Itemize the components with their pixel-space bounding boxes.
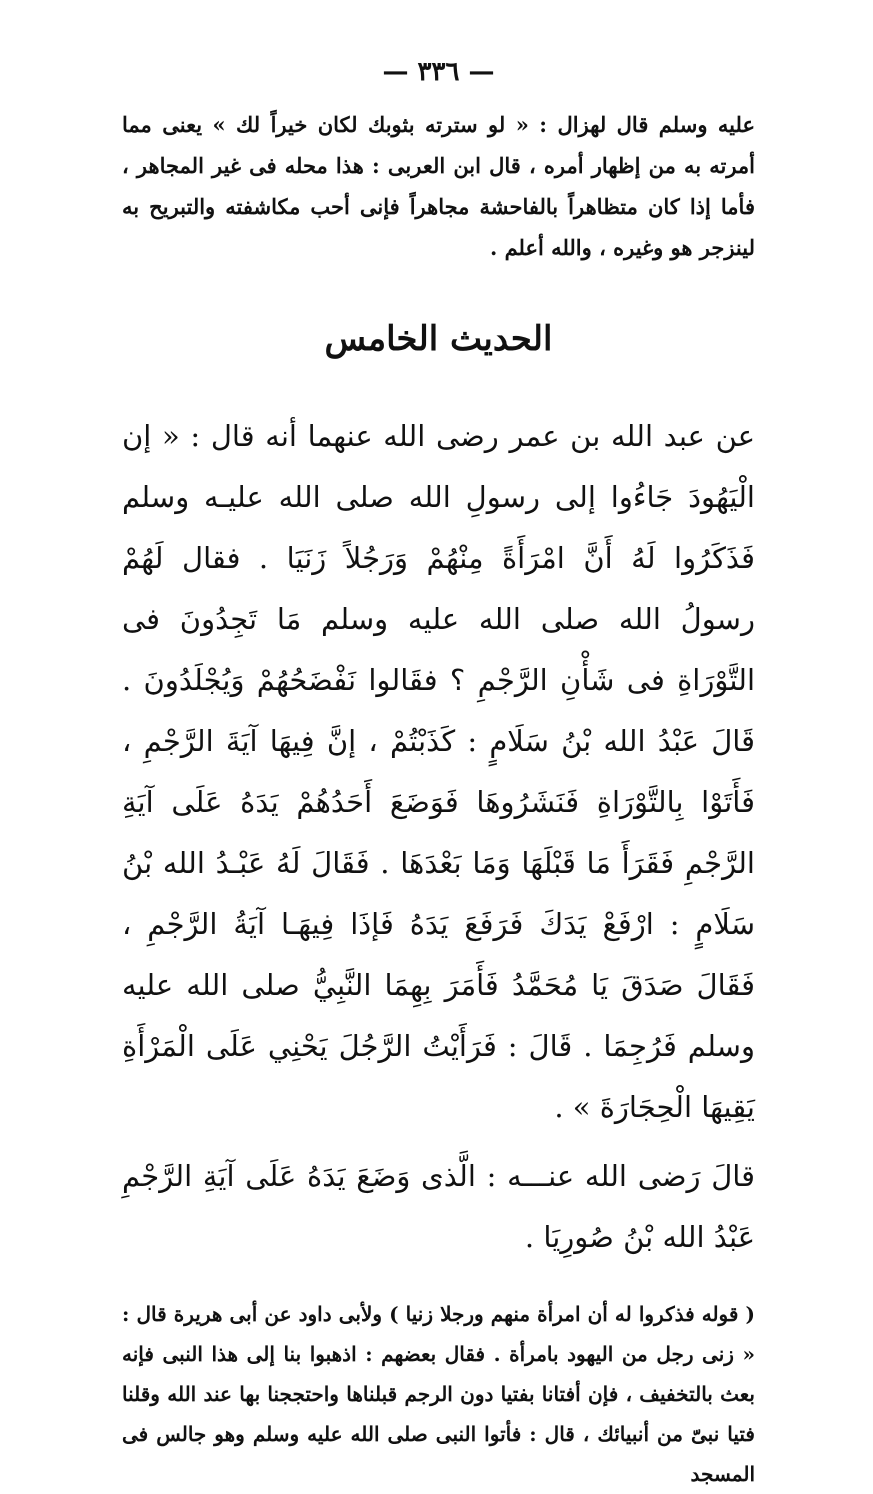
section-title: الحديث الخامس <box>324 319 553 359</box>
page-number: — ٣٣٦ — <box>382 57 495 87</box>
commentary-paragraph: قالَ رَضى الله عنـــه : الَّذى وَضَعَ يَدَهُ عَلَى آيَةِ الرَّجْمِ عَبْدُ الله بْنُ صُورِيَا . <box>122 1159 755 1254</box>
intro-paragraph: عليه وسلم قال لهزال : « لو سترته بثوبك لكان خيراً لك » يعنى مما أمرته به من إظهار أمره ، قال ابن العربى : هذا محله فى غير المجاهر ، فأما إذا كان متظاهراً بالفاحشة مجاهراً فإنى أحب مكاشفته والتبريح به لينزجر هو وغيره ، والله أعلم . <box>122 112 755 260</box>
hadith-paragraph: عن عبد الله بن عمر رضى الله عنهما أنه قال : « إن الْيَهُودَ جَاءُوا إلى رسولِ الله صلى الله عليـه وسلم فَذَكَرُوا لَهُ أَنَّ امْرَأَةً مِنْهُمْ وَرَجُلاً زَنَيَا . فقال لَهُمْ رسولُ الله صلى الله عليه وسلم مَا تَجِدُونَ فى التَّوْرَاةِ فى شَأْنِ الرَّجْمِ ؟ فقَالوا نَفْضَحُهُمْ وَيُجْلَدُونَ . قَالَ عَبْدُ الله بْنُ سَلَامٍ : كَذَبْتُمْ ، إنَّ فِيهَا آيَةَ الرَّجْمِ ، فَأَتَوْا بِالتَّوْرَاةِ فَنَشَرُوهَا فَوَضَعَ أَحَدُهُمْ يَدَهُ عَلَى آيَةِ الرَّجْمِ فَقَرَأَ مَا قَبْلَهَا وَمَا بَعْدَهَا . فَقَالَ لَهُ عَبْـدُ الله بْنُ سَلَامٍ : ارْفَعْ يَدَكَ فَرَفَعَ يَدَهُ فَإذَا فِيهَـا آيَةُ الرَّجْمِ ، فَقَالَ صَدَقَ يَا مُحَمَّدُ فَأَمَرَ بِهِمَا النَّبِيُّ صلى الله عليه وسلم فَرُجِمَا . قَالَ : فَرَأَيْتُ الرَّجُلَ يَحْنِي عَلَى الْمَرْأَةِ يَقِيهَا الْحِجَارَةَ » . <box>122 419 755 1124</box>
footnote-paragraph: ( قوله فذكروا له أن امرأة منهم ورجلا زنيا ) ولأبى داود عن أبى هريرة قال : « زنى رجل من اليهود بامرأة . فقال بعضهم : اذهبوا بنا إلى هذا النبى فإنه بعث بالتخفيف ، فإن أفتانا بفتيا دون الرجم قبلناها واحتججنا بها عند الله وقلنا فتيا نبىّ من أنبيائك ، قال : فأتوا النبى صلى الله عليه وسلم وهو جالس فى المسجد <box>122 1302 755 1486</box>
